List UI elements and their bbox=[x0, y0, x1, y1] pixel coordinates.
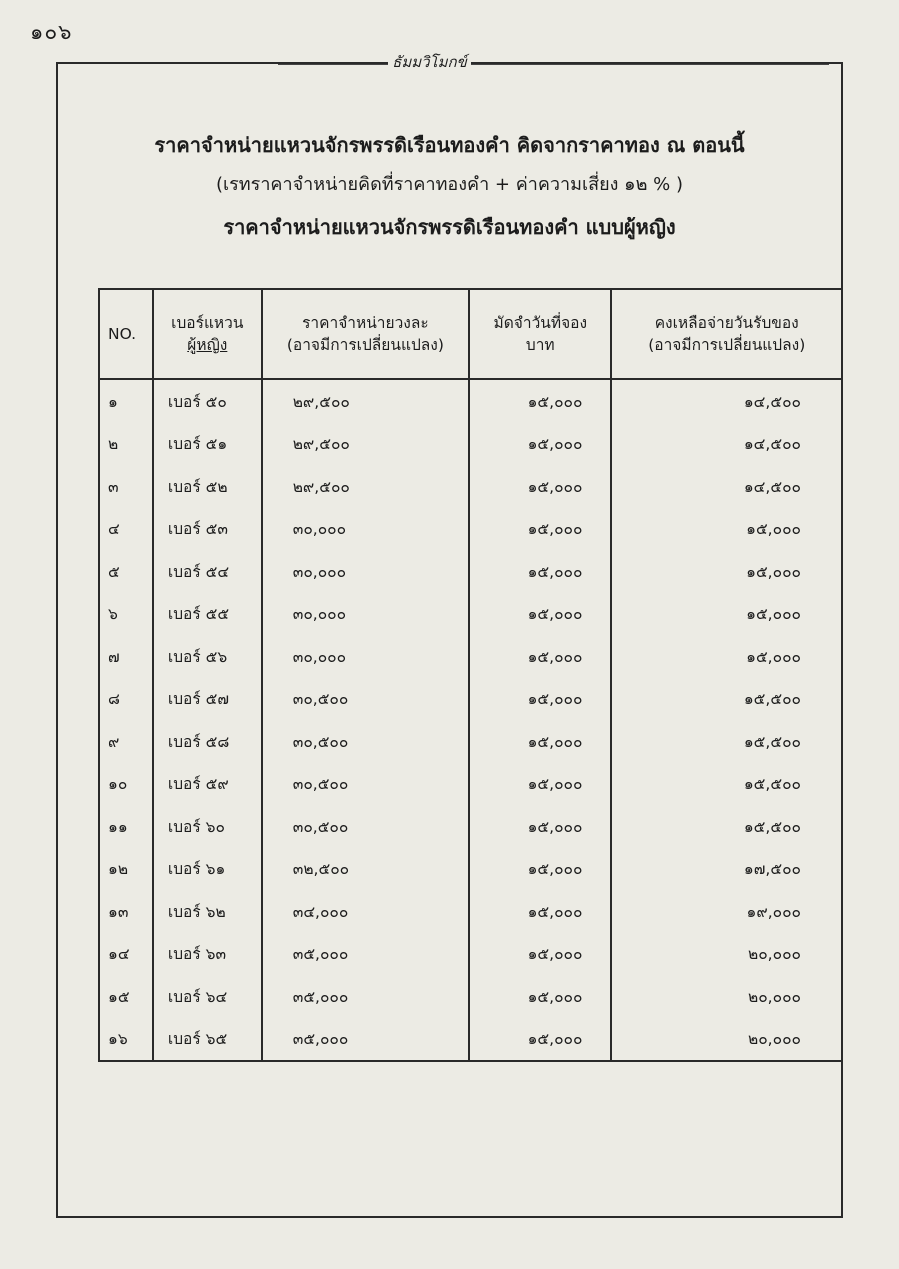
header-ring-size-line1: เบอร์แหวน bbox=[171, 314, 244, 332]
ring-size: เบอร์ ๕๑ bbox=[153, 423, 262, 466]
price-table bbox=[98, 288, 843, 1062]
sale-price: ๓๐,๕๐๐ bbox=[262, 678, 469, 721]
ring-size: เบอร์ ๖๕ bbox=[153, 1018, 262, 1062]
deposit-amount: ๑๕,๐๐๐ bbox=[469, 763, 611, 806]
ring-size: เบอร์ ๕๖ bbox=[153, 635, 262, 678]
remaining-amount: ๑๕,๐๐๐ bbox=[611, 508, 842, 551]
table-row bbox=[99, 975, 842, 1018]
deposit-amount: ๑๕,๐๐๐ bbox=[469, 720, 611, 763]
sale-price: ๒๙,๕๐๐ bbox=[262, 423, 469, 466]
remaining-amount: ๑๕,๕๐๐ bbox=[611, 805, 842, 848]
page-title: ราคาจำหน่ายแหวนจักรพรรดิเรือนทองคำ คิดจากราคาทอง ณ ตอนนี้ bbox=[154, 133, 745, 157]
table-row bbox=[99, 508, 842, 551]
row-number: ๖ bbox=[99, 593, 153, 636]
deposit-amount: ๑๕,๐๐๐ bbox=[469, 550, 611, 593]
header-remaining bbox=[611, 289, 842, 379]
sale-price: ๓๔,๐๐๐ bbox=[262, 890, 469, 933]
table-row bbox=[99, 933, 842, 976]
remaining-amount: ๑๕,๕๐๐ bbox=[611, 763, 842, 806]
deposit-amount: ๑๕,๐๐๐ bbox=[469, 933, 611, 976]
table-row bbox=[99, 1018, 842, 1062]
remaining-amount: ๑๕,๐๐๐ bbox=[611, 593, 842, 636]
deposit-amount: ๑๕,๐๐๐ bbox=[469, 678, 611, 721]
page-subtitle: (เรทราคาจำหน่ายคิดที่ราคาทองคำ + ค่าความเสี่ยง ๑๒ % ) bbox=[215, 174, 684, 195]
ring-size: เบอร์ ๖๒ bbox=[153, 890, 262, 933]
sale-price: ๓๐,๕๐๐ bbox=[262, 805, 469, 848]
header-remaining-line2: (อาจมีการเปลี่ยนแปลง) bbox=[648, 336, 806, 354]
table-title: ราคาจำหน่ายแหวนจักรพรรดิเรือนทองคำ แบบผู้หญิง bbox=[223, 215, 676, 239]
table-row bbox=[99, 678, 842, 721]
row-number: ๑๑ bbox=[99, 805, 153, 848]
sale-price: ๓๐,๕๐๐ bbox=[262, 763, 469, 806]
ring-size: เบอร์ ๕๔ bbox=[153, 550, 262, 593]
header-deposit-line2: บาท bbox=[525, 336, 555, 354]
page-number: ๑๐๖ bbox=[30, 20, 73, 44]
ring-size: เบอร์ ๕๙ bbox=[153, 763, 262, 806]
remaining-amount: ๑๕,๐๐๐ bbox=[611, 550, 842, 593]
row-number: ๑๔ bbox=[99, 933, 153, 976]
deposit-amount: ๑๕,๐๐๐ bbox=[469, 508, 611, 551]
content-frame bbox=[56, 53, 843, 1218]
ring-size: เบอร์ ๕๐ bbox=[153, 379, 262, 423]
deposit-amount: ๑๕,๐๐๐ bbox=[469, 423, 611, 466]
deposit-amount: ๑๕,๐๐๐ bbox=[469, 1018, 611, 1062]
deposit-amount: ๑๕,๐๐๐ bbox=[469, 805, 611, 848]
table-row bbox=[99, 720, 842, 763]
sale-price: ๒๙,๕๐๐ bbox=[262, 465, 469, 508]
table-row bbox=[99, 848, 842, 891]
ring-size: เบอร์ ๖๔ bbox=[153, 975, 262, 1018]
row-number: ๗ bbox=[99, 635, 153, 678]
row-number: ๕ bbox=[99, 550, 153, 593]
row-number: ๙ bbox=[99, 720, 153, 763]
remaining-amount: ๒๐,๐๐๐ bbox=[611, 975, 842, 1018]
table-row bbox=[99, 423, 842, 466]
row-number: ๑๖ bbox=[99, 1018, 153, 1062]
deposit-amount: ๑๕,๐๐๐ bbox=[469, 379, 611, 423]
row-number: ๑๓ bbox=[99, 890, 153, 933]
ring-size: เบอร์ ๕๒ bbox=[153, 465, 262, 508]
table-row bbox=[99, 379, 842, 423]
remaining-amount: ๑๔,๕๐๐ bbox=[611, 465, 842, 508]
header-remaining-line1: คงเหลือจ่ายวันรับของ bbox=[654, 314, 799, 332]
sale-price: ๓๕,๐๐๐ bbox=[262, 933, 469, 976]
header-price-line2: (อาจมีการเปลี่ยนแปลง) bbox=[286, 336, 444, 354]
header-price-line1: ราคาจำหน่ายวงละ bbox=[302, 314, 429, 332]
remaining-amount: ๑๗,๕๐๐ bbox=[611, 848, 842, 891]
sale-price: ๓๒,๕๐๐ bbox=[262, 848, 469, 891]
sale-price: ๒๙,๕๐๐ bbox=[262, 379, 469, 423]
title-block bbox=[58, 126, 841, 246]
deposit-amount: ๑๕,๐๐๐ bbox=[469, 635, 611, 678]
remaining-amount: ๑๕,๕๐๐ bbox=[611, 678, 842, 721]
deposit-amount: ๑๕,๐๐๐ bbox=[469, 465, 611, 508]
table-row bbox=[99, 550, 842, 593]
ring-size: เบอร์ ๖๓ bbox=[153, 933, 262, 976]
table-header-row bbox=[99, 289, 842, 379]
ring-size: เบอร์ ๕๕ bbox=[153, 593, 262, 636]
header-ring-size-line2: ผู้หญิง bbox=[187, 336, 228, 354]
table-row bbox=[99, 465, 842, 508]
remaining-amount: ๑๔,๕๐๐ bbox=[611, 379, 842, 423]
ring-size: เบอร์ ๕๓ bbox=[153, 508, 262, 551]
deposit-amount: ๑๕,๐๐๐ bbox=[469, 593, 611, 636]
header-ring-size bbox=[153, 289, 262, 379]
remaining-amount: ๑๔,๕๐๐ bbox=[611, 423, 842, 466]
row-number: ๓ bbox=[99, 465, 153, 508]
remaining-amount: ๒๐,๐๐๐ bbox=[611, 933, 842, 976]
sale-price: ๓๐,๐๐๐ bbox=[262, 635, 469, 678]
header-deposit bbox=[469, 289, 611, 379]
row-number: ๑ bbox=[99, 379, 153, 423]
ring-size: เบอร์ ๖๑ bbox=[153, 848, 262, 891]
header-deposit-line1: มัดจำวันที่จอง bbox=[493, 314, 588, 332]
sale-price: ๓๐,๐๐๐ bbox=[262, 508, 469, 551]
remaining-amount: ๑๕,๕๐๐ bbox=[611, 720, 842, 763]
ring-size: เบอร์ ๖๐ bbox=[153, 805, 262, 848]
sale-price: ๓๐,๐๐๐ bbox=[262, 550, 469, 593]
row-number: ๑๐ bbox=[99, 763, 153, 806]
table-row bbox=[99, 635, 842, 678]
table-row bbox=[99, 805, 842, 848]
ring-size: เบอร์ ๕๗ bbox=[153, 678, 262, 721]
row-number: ๑๒ bbox=[99, 848, 153, 891]
row-number: ๒ bbox=[99, 423, 153, 466]
table-row bbox=[99, 763, 842, 806]
sale-price: ๓๕,๐๐๐ bbox=[262, 1018, 469, 1062]
remaining-amount: ๑๙,๐๐๐ bbox=[611, 890, 842, 933]
table-row bbox=[99, 890, 842, 933]
deposit-amount: ๑๕,๐๐๐ bbox=[469, 975, 611, 1018]
sale-price: ๓๐,๕๐๐ bbox=[262, 720, 469, 763]
running-head: ธัมมวิโมกข์ bbox=[388, 53, 471, 71]
deposit-amount: ๑๕,๐๐๐ bbox=[469, 890, 611, 933]
sale-price: ๓๐,๐๐๐ bbox=[262, 593, 469, 636]
row-number: ๑๕ bbox=[99, 975, 153, 1018]
sale-price: ๓๕,๐๐๐ bbox=[262, 975, 469, 1018]
header-price bbox=[262, 289, 469, 379]
ring-size: เบอร์ ๕๘ bbox=[153, 720, 262, 763]
remaining-amount: ๒๐,๐๐๐ bbox=[611, 1018, 842, 1062]
remaining-amount: ๑๕,๐๐๐ bbox=[611, 635, 842, 678]
row-number: ๔ bbox=[99, 508, 153, 551]
table-row bbox=[99, 593, 842, 636]
header-no: NO. bbox=[99, 289, 153, 379]
row-number: ๘ bbox=[99, 678, 153, 721]
deposit-amount: ๑๕,๐๐๐ bbox=[469, 848, 611, 891]
table-body bbox=[99, 379, 842, 1061]
